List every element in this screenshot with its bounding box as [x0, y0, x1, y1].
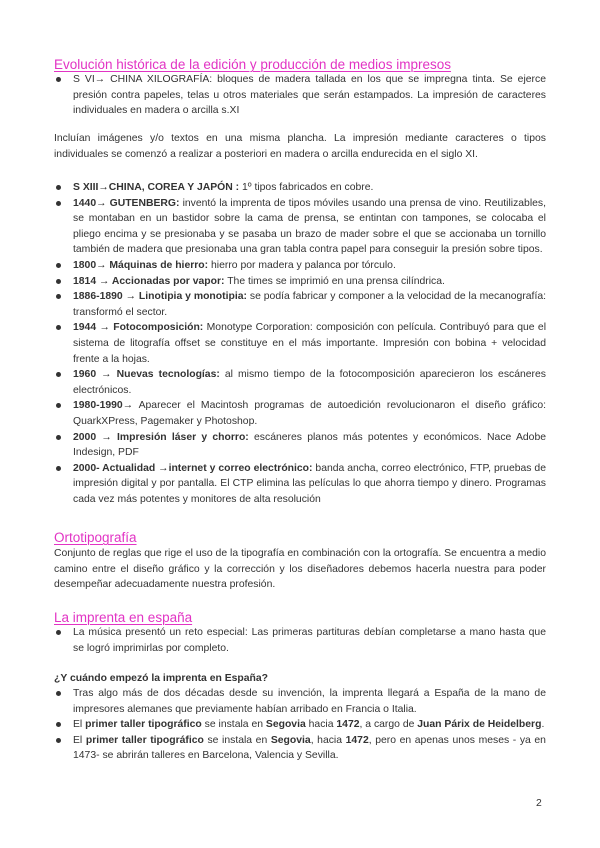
bold-run: 1472: [345, 734, 369, 746]
timeline-item: [73, 430, 546, 461]
bullet-icon: [56, 403, 61, 408]
intro-list: [73, 72, 546, 119]
bullet-icon: [56, 372, 61, 377]
timeline-item-lead: 1944 → Fotocomposición:: [73, 322, 204, 334]
text-run: .: [541, 719, 545, 731]
timeline-item: [73, 196, 546, 258]
bullet-icon: [56, 435, 61, 440]
list-item: [73, 72, 546, 119]
bullet-icon: [56, 722, 61, 727]
bold-run: Segovia: [270, 734, 311, 746]
timeline-item-lead: 1440→ GUTENBERG:: [73, 197, 180, 209]
timeline-item-lead: S XIII→CHINA, COREA Y JAPÓN :: [73, 182, 240, 193]
musica-text: La música presentó un reto especial: Las primeras partituras debían completarse a mano hasta que se logró imprimirlas por completo.: [73, 627, 546, 654]
timeline-item-text: inventó la imprenta de tipos móviles usando una prensa de vino. Reutilizables, se montaban en un bastidor sobre la cama de prensa, se entintan con tampones, se colocaba el pliego encima y se presionaba y se pasaba un brazo de mader sobre el que se accionaba un tornillo también de madera que presionaba una gran tabla contra papel para conseguir la presión sobre tipos.: [73, 197, 546, 256]
timeline-item-lead: 1800→ Máquinas de hierro:: [73, 259, 209, 271]
timeline-item-lead: 1960 → Nuevas tecnologías:: [73, 369, 220, 381]
evolution-paragraph: Incluían imágenes y/o textos en una misma plancha. La impresión mediante caracteres o tipos individuales se comenzó a realizar a posteriori en madera o arcilla endurecida en el siglo XI.: [54, 133, 546, 160]
imprenta-list-2: [73, 686, 546, 764]
bold-run: primer taller tipográfico: [85, 734, 204, 746]
text-run: El: [73, 719, 86, 731]
bullet-icon: [56, 263, 61, 268]
section-title-evolucion: Evolución histórica de la edición y producción de medios impresos: [54, 57, 451, 72]
list-item: [73, 625, 546, 656]
intro-item-text: S VI→ CHINA XILOGRAFÍA: bloques de madera tallada en los que se impregna tinta. Se ejerce presión contra papeles, telas u otros materiales que serán estampados. La impresión de caracteres individuales en madera o arcilla s.XI: [73, 74, 546, 117]
page-number: 2: [536, 798, 542, 809]
text-run: se instala en: [201, 719, 266, 731]
section-title-ortotipografia: Ortotipografía: [54, 530, 137, 545]
timeline-item-lead: 2000 → Impresión láser y chorro:: [73, 431, 249, 443]
timeline-list: [73, 180, 546, 507]
timeline-item: [73, 398, 546, 429]
bullet-icon: [56, 630, 61, 635]
text-run: , a cargo de: [359, 719, 418, 731]
timeline-item-lead: 1886-1890 → Linotipia y monotipia:: [73, 291, 247, 303]
bullet-icon: [56, 325, 61, 330]
timeline-item-text: Aparecer el Macintosh programas de autoedición revolucionaron el diseño gráfico: QuarkXPress, Pagemaker y Photoshop.: [73, 400, 546, 427]
bullet-icon: [56, 738, 61, 743]
timeline-item: [73, 320, 546, 367]
list-item: [73, 717, 546, 733]
bold-run: 1472: [336, 719, 360, 731]
bullet-icon: [56, 279, 61, 284]
timeline-item: [73, 274, 546, 290]
tras-decadas-text: Tras algo más de dos décadas desde su invención, la imprenta llegará a España de la mano de impresores alemanes que previamente habían arribado en Francia o Italia.: [73, 688, 546, 715]
timeline-item-lead: 1980-1990→: [73, 400, 134, 412]
bullet-icon: [56, 466, 61, 471]
timeline-item: [73, 461, 546, 508]
timeline-item: [73, 289, 546, 320]
timeline-item-lead: 1814 → Accionadas por vapor:: [73, 275, 225, 287]
text-run: , pero en apenas unos meses - ya en 1473- se abrirán talleres en Barcelona, Valencia y Sevilla.: [73, 734, 546, 762]
bullet-icon: [56, 185, 61, 190]
section-title-imprenta-espana: La imprenta en españa: [54, 610, 193, 625]
text-run: se instala en: [203, 734, 271, 746]
timeline-item-text: se podía fabricar y componer a la velocidad de la mecanografía: transformó el sector.: [73, 291, 546, 318]
bullet-icon: [56, 201, 61, 206]
ortotipografia-paragraph: Conjunto de reglas que rige el uso de la tipografía en combinación con la ortografía. Se encuentra a medio camino entre el diseño gráfico y la corrección y los diseñadores debemos hacerla nuestra para poder desempeñar adecuadamente nuestra profesión.: [54, 548, 546, 591]
bullet-icon: [56, 77, 61, 82]
timeline-item-text: banda ancha, correo electrónico, FTP, pruebas de impresión digital y por pantalla. El CTP elimina las películas lo que ahorra tiempo y dinero. Programas cada vez más potentes y monitores de alta resolución: [73, 462, 546, 505]
list-item: [73, 733, 546, 764]
timeline-item-text: hierro por madera y palanca por tórculo.: [208, 259, 396, 271]
bold-run: Juan Párix de Heidelberg: [417, 719, 542, 731]
bold-run: primer taller tipográfico: [85, 719, 202, 731]
text-run: El: [73, 734, 86, 746]
bullet-icon: [56, 294, 61, 299]
list-item: [73, 686, 546, 717]
timeline-item-text: escáneres planos más potentes y económicos. Nace Adobe Indesign, PDF: [73, 431, 546, 459]
bold-run: Segovia: [265, 719, 306, 731]
timeline-item: [73, 258, 546, 274]
timeline-item-text: al mismo tiempo de la fotocomposición aparecieron los escáneres electrónicos.: [73, 369, 546, 396]
imprenta-question: ¿Y cuándo empezó la imprenta en España?: [54, 673, 269, 684]
timeline-item-text: The times se imprimió en una prensa cilíndrica.: [224, 275, 445, 287]
timeline-item-lead: 2000- Actualidad →internet y correo electrónico:: [73, 462, 313, 474]
timeline-item-text: Monotype Corporation: composición con película. Contribuyó para que el sistema de litografía offset se constituye en el más importante. Impresión con bobina + velocidad frente a la hojas.: [73, 322, 547, 365]
timeline-item: [73, 180, 546, 196]
timeline-item-text: 1º tipos fabricados en cobre.: [239, 182, 374, 193]
text-run: hacia: [305, 719, 337, 731]
text-run: , hacia: [310, 734, 346, 746]
imprenta-list-1: [73, 625, 546, 656]
timeline-item: [73, 367, 546, 398]
bullet-icon: [56, 691, 61, 696]
